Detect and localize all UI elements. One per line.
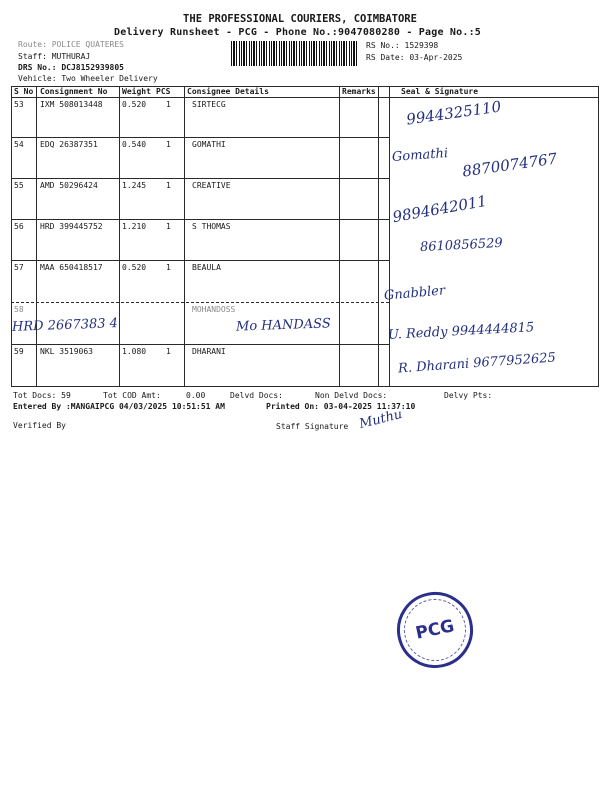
row-sno: 58 [14,305,24,314]
row-consignee: S THOMAS [192,222,231,231]
row-pcs: 1 [166,100,171,109]
vehicle-label: Vehicle: Two Wheeler Delivery [18,74,158,83]
total-cod-value: 0.00 [186,391,206,400]
col-remarks: Remarks [342,87,376,96]
row-weight: 0.520 [122,263,147,272]
row-pcs: 1 [166,263,171,272]
row-consignee: MOHANDOSS [192,305,236,314]
row-consignment: HRD 399445752 [40,222,103,231]
row-consignee: CREATIVE [192,181,231,190]
row-sno: 55 [14,181,24,190]
col-seal-signature: Seal & Signature [401,87,479,96]
total-cod-label: Tot COD Amt: [103,391,161,400]
handwriting-row58-left: HRD 2667383 4 [11,316,119,335]
col-sno: S No [14,87,34,96]
staff-signature: Muthu [357,406,404,433]
document-title: THE PROFESSIONAL COURIERS, COIMBATORE [183,13,417,25]
staff-signature-label: Staff Signature [276,422,349,431]
row-weight: 0.540 [122,140,147,149]
row-pcs: 1 [166,181,171,190]
row-weight: 1.245 [122,181,147,190]
row-weight: 0.520 [122,100,147,109]
handwriting-row56-b: 8610856529 [419,235,504,256]
non-delivered-docs: Non Delvd Docs: [315,391,388,400]
handwriting-row57: Gnabbler [383,283,446,304]
col-pcs: PCS [156,87,171,96]
col-consignee: Consignee Details [187,87,269,96]
row-consignment: MAA 650418517 [40,263,103,272]
handwriting-row58-right: U. Reddy 9944444815 [387,320,535,343]
runsheet-table [11,86,599,386]
row-weight: 1.210 [122,222,147,231]
row-consignee: DHARANI [192,347,226,356]
row-consignee: BEAULA [192,263,221,272]
handwriting-row54-phone: 8870074767 [461,149,559,181]
row-consignment: AMD 50296424 [40,181,98,190]
route-label: Route: POLICE QUATERES [18,40,124,49]
row-sno: 56 [14,222,24,231]
total-docs: Tot Docs: 59 [13,391,71,400]
verified-by: Verified By [13,421,66,430]
row-pcs: 1 [166,222,171,231]
rs-number: RS No.: 1529398 [366,41,439,50]
handwriting-row54-name: Gomathi [391,146,449,165]
row-sno: 54 [14,140,24,149]
row-consignment: NKL 3519063 [40,347,93,356]
row-consignment: EDQ 26387351 [40,140,98,149]
drs-number: DRS No.: DCJ8152939805 [18,63,124,72]
entered-by: Entered By :MANGAIPCG 04/03/2025 10:51:51 AM [13,402,225,411]
row-sno: 59 [14,347,24,356]
row-pcs: 1 [166,140,171,149]
staff-label: Staff: MUTHURAJ [18,52,91,61]
col-consignment: Consignment No [40,87,108,96]
col-weight: Weight [122,87,151,96]
handwriting-row56-a: 9894642011 [391,191,489,227]
handwriting-row59: R. Dharani 9677952625 [397,350,557,377]
row-consignment: IXM 508013448 [40,100,103,109]
row-pcs: 1 [166,347,171,356]
printed-on: Printed On: 03-04-2025 11:37:10 [266,402,416,411]
barcode [231,41,359,66]
row-consignee: GOMATHI [192,140,226,149]
delivered-docs: Delvd Docs: [230,391,283,400]
row-weight: 1.080 [122,347,147,356]
row-sno: 57 [14,263,24,272]
row-consignee: SIRTECG [192,100,226,109]
runsheet-subtitle: Delivery Runsheet - PCG - Phone No.:9047080280 - Page No.:5 [114,27,482,38]
rs-date: RS Date: 03-Apr-2025 [366,53,463,62]
handwriting-row53: 9944325110 [405,97,503,129]
handwriting-row58-mid: Mo HANDASS [235,316,331,335]
pcg-stamp: PCG [390,585,480,675]
delivery-points: Delvy Pts: [444,391,493,400]
row-sno: 53 [14,100,24,109]
